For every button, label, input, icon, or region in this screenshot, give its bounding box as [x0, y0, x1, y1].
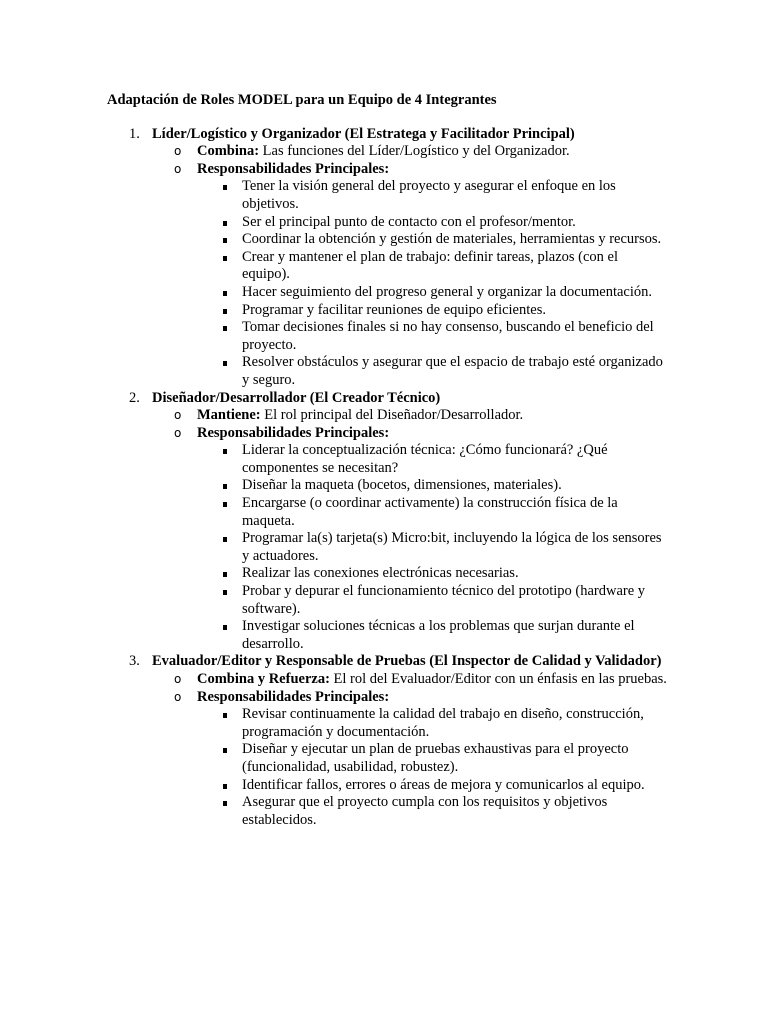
circle-bullet-icon: o	[174, 689, 182, 704]
role-title: Líder/Logístico y Organizador (El Estratega y Facilitador Principal)	[152, 125, 575, 142]
role-summary	[152, 671, 667, 689]
responsibility-item	[197, 583, 667, 618]
summary-label: Combina y Refuerza:	[197, 671, 330, 687]
role-number: 2.	[129, 389, 140, 406]
responsibility-item	[197, 214, 667, 232]
square-bullet-icon	[223, 537, 227, 542]
responsibility-item	[197, 178, 667, 213]
responsibilities-label: Responsabilidades Principales:	[197, 160, 390, 177]
square-bullet-icon	[223, 748, 227, 753]
responsibility-text: Coordinar la obtención y gestión de materiales, herramientas y recursos.	[242, 231, 662, 248]
responsibility-item	[197, 618, 667, 653]
square-bullet-icon	[223, 625, 227, 630]
responsibility-text: Revisar continuamente la calidad del trabajo en diseño, construcción, programación y documentación.	[242, 706, 644, 740]
responsibility-item	[197, 249, 667, 284]
role-title: Evaluador/Editor y Responsable de Pruebas (El Inspector de Calidad y Validador)	[152, 653, 662, 670]
responsibility-text: Programar la(s) tarjeta(s) Micro:bit, incluyendo la lógica de los sensores y actuadores.	[242, 530, 662, 564]
square-bullet-icon	[223, 238, 227, 243]
square-bullet-icon	[223, 361, 227, 366]
summary-text: El rol del Evaluador/Editor con un énfasis en las pruebas.	[329, 671, 667, 687]
responsibility-text: Resolver obstáculos y asegurar que el espacio de trabajo esté organizado y seguro.	[242, 354, 663, 388]
responsibilities-list	[197, 442, 667, 653]
responsibility-text: Encargarse (o coordinar activamente) la construcción física de la maqueta.	[242, 495, 618, 529]
square-bullet-icon	[223, 590, 227, 595]
circle-bullet-icon: o	[174, 672, 182, 686]
responsibility-item	[197, 319, 667, 354]
responsibility-text: Ser el principal punto de contacto con el profesor/mentor.	[242, 213, 576, 230]
responsibilities-label: Responsabilidades Principales:	[197, 424, 390, 441]
square-bullet-icon	[223, 484, 227, 489]
responsibility-text: Hacer seguimiento del progreso general y organizar la documentación.	[242, 283, 653, 300]
role-number: 3.	[129, 653, 140, 670]
circle-bullet-icon: o	[174, 425, 182, 440]
responsibility-text: Diseñar y ejecutar un plan de pruebas exhaustivas para el proyecto (funcionalidad, usabilidad, robustez).	[242, 741, 629, 775]
square-bullet-icon	[223, 572, 227, 577]
square-bullet-icon	[223, 502, 227, 507]
square-bullet-icon	[223, 326, 227, 331]
responsibility-item	[197, 530, 667, 565]
responsibility-item	[197, 302, 667, 320]
summary-text: El rol principal del Diseñador/Desarrollador.	[260, 407, 524, 424]
summary-label: Combina:	[197, 143, 260, 160]
square-bullet-icon	[223, 309, 227, 314]
roles-list	[107, 126, 667, 830]
role-title: Diseñador/Desarrollador (El Creador Técnico)	[152, 389, 441, 406]
square-bullet-icon	[223, 449, 227, 454]
responsibility-text: Tomar decisiones finales si no hay consenso, buscando el beneficio del proyecto.	[242, 319, 654, 353]
document-title: Adaptación de Roles MODEL para un Equipo de 4 Integrantes	[107, 92, 497, 108]
responsibility-text: Liderar la conceptualización técnica: ¿Cómo funcionará? ¿Qué componentes se necesitan?	[242, 442, 608, 476]
role-item	[107, 126, 667, 390]
circle-bullet-icon: o	[174, 144, 182, 159]
summary-text: Las funciones del Líder/Logístico y del Organizador.	[259, 143, 570, 160]
summary-label: Mantiene:	[197, 407, 261, 424]
responsibility-text: Asegurar que el proyecto cumpla con los requisitos y objetivos establecidos.	[242, 794, 608, 828]
circle-bullet-icon: o	[174, 161, 182, 176]
responsibility-text: Tener la visión general del proyecto y asegurar el enfoque en los objetivos.	[242, 178, 616, 212]
responsibility-item	[197, 495, 667, 530]
responsibility-item	[197, 565, 667, 583]
role-responsibilities	[152, 425, 667, 654]
responsibilities-list	[197, 178, 667, 389]
square-bullet-icon	[223, 784, 227, 789]
responsibility-item	[197, 477, 667, 495]
role-summary	[152, 407, 667, 425]
square-bullet-icon	[223, 291, 227, 296]
role-number: 1.	[129, 125, 140, 142]
responsibility-text: Investigar soluciones técnicas a los problemas que surjan durante el desarrollo.	[242, 618, 635, 652]
role-item	[107, 653, 667, 829]
responsibility-item	[197, 794, 667, 829]
responsibility-item	[197, 442, 667, 477]
responsibility-text: Crear y mantener el plan de trabajo: definir tareas, plazos (con el equipo).	[242, 248, 619, 283]
responsibility-text: Realizar las conexiones electrónicas necesarias.	[242, 565, 519, 582]
responsibility-item	[197, 741, 667, 776]
role-item	[107, 390, 667, 654]
responsibility-item	[197, 777, 667, 795]
square-bullet-icon	[223, 221, 227, 226]
document-page	[107, 92, 667, 829]
square-bullet-icon	[223, 185, 227, 190]
role-summary	[152, 143, 667, 161]
circle-bullet-icon: o	[174, 408, 182, 423]
responsibility-item	[197, 706, 667, 741]
role-responsibilities	[152, 689, 667, 830]
responsibility-text: Diseñar la maqueta (bocetos, dimensiones, materiales).	[242, 477, 562, 494]
square-bullet-icon	[223, 801, 227, 806]
square-bullet-icon	[223, 256, 227, 261]
responsibility-item	[197, 231, 667, 249]
responsibility-text: Identificar fallos, errores o áreas de mejora y comunicarlos al equipo.	[242, 776, 645, 793]
responsibilities-label: Responsabilidades Principales:	[197, 688, 390, 705]
role-responsibilities	[152, 161, 667, 390]
responsibilities-list	[197, 706, 667, 829]
responsibility-item	[197, 354, 667, 389]
square-bullet-icon	[223, 713, 227, 718]
responsibility-text: Programar y facilitar reuniones de equipo eficientes.	[242, 301, 546, 318]
responsibility-item	[197, 284, 667, 302]
responsibility-text: Probar y depurar el funcionamiento técnico del prototipo (hardware y software).	[242, 583, 646, 617]
